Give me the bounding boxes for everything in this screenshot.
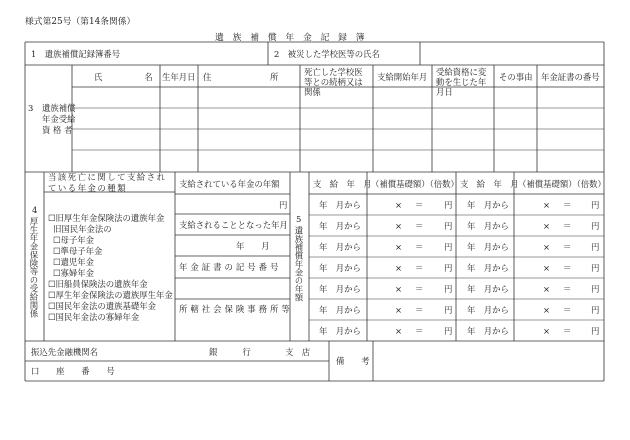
payment-month-1-row-1: 年 月から [319,200,361,210]
decided-month-label: 支給されることとなった年月 [179,220,288,230]
bank-suffix: 銀 行 [209,347,251,357]
payment-month-1-row-3: 年 月から [319,242,361,252]
multiply-sign-2-row-7: × [543,326,551,336]
header-name: 氏 名 [94,72,153,82]
pension-item-6[interactable]: ☐寡婦年金 [53,268,95,278]
equals-sign-2-row-3: ＝ [563,242,572,252]
equals-sign-1-row-7: ＝ [415,326,424,336]
equals-sign-2-row-7: ＝ [563,326,572,336]
form-number: 様式第25号（第14条関係） [25,17,136,27]
pension-type-header: 当該死亡に関して支給されている年金の種類 [48,172,167,193]
section3-label-line1: 遺族補償 [42,103,76,113]
payment-month-2-row-4: 年 月から [467,263,509,273]
yen-2-row-4: 円 [591,263,600,273]
header-reason: その事由 [499,72,533,82]
header-status-change: 受給資格に変動を生じた年月日 [436,67,487,97]
multiply-sign-2-row-6: × [543,305,551,315]
decided-month-value: 年 月 [236,241,270,251]
equals-sign-1-row-1: ＝ [415,200,424,210]
pension-item-10[interactable]: ☐国民年金法の寡婦年金 [48,312,140,322]
payment-month-2-row-7: 年 月から [467,326,509,336]
bank-name-label: 振込先金融機関名 [31,347,98,357]
yen-2-row-6: 円 [591,305,600,315]
header-birth: 生年月日 [162,72,196,82]
header-start-month: 支給開始年月 [377,72,428,82]
multiply-sign-1-row-5: × [395,284,403,294]
multiply-sign-2-row-1: × [543,200,551,210]
yen-1-row-6: 円 [444,305,453,315]
section5-number: 5 [296,214,302,224]
yen-1-row-7: 円 [444,326,453,336]
equals-sign-2-row-2: ＝ [563,221,572,231]
header-address: 住 所 [203,72,279,82]
yen-1-row-4: 円 [444,263,453,273]
pension-item-2: 旧国民年金法の [53,224,112,234]
equals-sign-2-row-6: ＝ [563,305,572,315]
annual-amount-yen: 円 [279,200,288,210]
payment-month-1-row-2: 年 月から [319,221,361,231]
base-amount-header-2: （補償基礎額）（倍数） [518,179,606,189]
yen-2-row-1: 円 [591,200,600,210]
equals-sign-1-row-2: ＝ [415,221,424,231]
victim-name-field[interactable] [422,44,602,63]
remarks-field[interactable] [375,343,602,379]
pension-item-8[interactable]: ☐厚生年金保険法の遺族厚生年金 [48,290,173,300]
section4-number: 4 [32,205,38,215]
record-number-label: 1 遺族補償記録簿番号 [31,49,121,59]
section3-label-line3: 資 格 者 [42,125,73,135]
multiply-sign-1-row-2: × [395,221,403,231]
pension-item-4[interactable]: ☐準母子年金 [53,246,103,256]
payment-month-2-row-3: 年 月から [467,242,509,252]
payment-month-2-row-6: 年 月から [467,305,509,315]
equals-sign-1-row-5: ＝ [415,284,424,294]
payment-month-1-row-7: 年 月から [319,326,361,336]
multiply-sign-1-row-4: × [395,263,403,273]
equals-sign-2-row-4: ＝ [563,263,572,273]
yen-1-row-1: 円 [444,200,453,210]
pension-item-3[interactable]: ☐母子年金 [53,235,95,245]
multiply-sign-1-row-1: × [395,200,403,210]
header-relation: 死亡した学校医等との続柄又は関係 [304,67,363,97]
multiply-sign-1-row-3: × [395,242,403,252]
multiply-sign-2-row-3: × [543,242,551,252]
equals-sign-2-row-1: ＝ [563,200,572,210]
annual-amount-label: 支給されている年金の年額 [179,179,280,189]
equals-sign-2-row-5: ＝ [563,284,572,294]
pension-item-1[interactable]: ☐旧厚生年金保険法の遺族年金 [48,213,165,223]
yen-2-row-7: 円 [591,326,600,336]
account-number-label: 口 座 番 号 [31,366,115,376]
certificate-code-label: 年金証書の記号番号 [179,262,282,272]
section3-number: 3 [28,103,34,113]
multiply-sign-2-row-2: × [543,221,551,231]
payment-month-1-row-5: 年 月から [319,284,361,294]
pension-item-5[interactable]: ☐遺児年金 [53,257,95,267]
section3-label-line2: 年金受給 [42,114,76,124]
equals-sign-1-row-4: ＝ [415,263,424,273]
yen-2-row-5: 円 [591,284,600,294]
yen-2-row-2: 円 [591,221,600,231]
multiply-sign-1-row-7: × [395,326,403,336]
record-number-field[interactable] [132,44,266,63]
branch-suffix: 支 店 [285,347,311,357]
payment-month-header-1: 支 給 年 月 [313,179,372,189]
payment-month-1-row-6: 年 月から [319,305,361,315]
multiply-sign-2-row-5: × [543,284,551,294]
multiply-sign-2-row-4: × [543,263,551,273]
payment-month-1-row-4: 年 月から [319,263,361,273]
header-certificate-number: 年金証書の番号 [541,72,600,82]
pension-item-7[interactable]: ☐旧船員保険法の遺族年金 [48,279,148,289]
victim-name-label: 2 被災した学校医等の氏名 [274,49,380,59]
social-insurance-office-label: 所轄社会保険事務所等 [179,304,293,314]
base-amount-header-1: （補償基礎額）（倍数） [371,179,459,189]
payment-month-2-row-2: 年 月から [467,221,509,231]
section4-label: 厚生年金保険等の受給関係 [29,217,39,318]
pension-item-9[interactable]: ☐国民年金法の遺族基礎年金 [48,301,157,311]
yen-1-row-5: 円 [444,284,453,294]
payment-month-header-2: 支 給 年 月 [460,179,519,189]
equals-sign-1-row-6: ＝ [415,305,424,315]
payment-month-2-row-5: 年 月から [467,284,509,294]
section5-label: 遺族補償年金の年額 [294,226,304,302]
equals-sign-1-row-3: ＝ [415,242,424,252]
multiply-sign-1-row-6: × [395,305,403,315]
yen-1-row-3: 円 [444,242,453,252]
form-title: 遺 族 補 償 年 金 記 録 簿 [215,33,365,43]
yen-2-row-3: 円 [591,242,600,252]
remarks-label: 備 考 [336,356,370,366]
payment-month-2-row-1: 年 月から [467,200,509,210]
yen-1-row-2: 円 [444,221,453,231]
